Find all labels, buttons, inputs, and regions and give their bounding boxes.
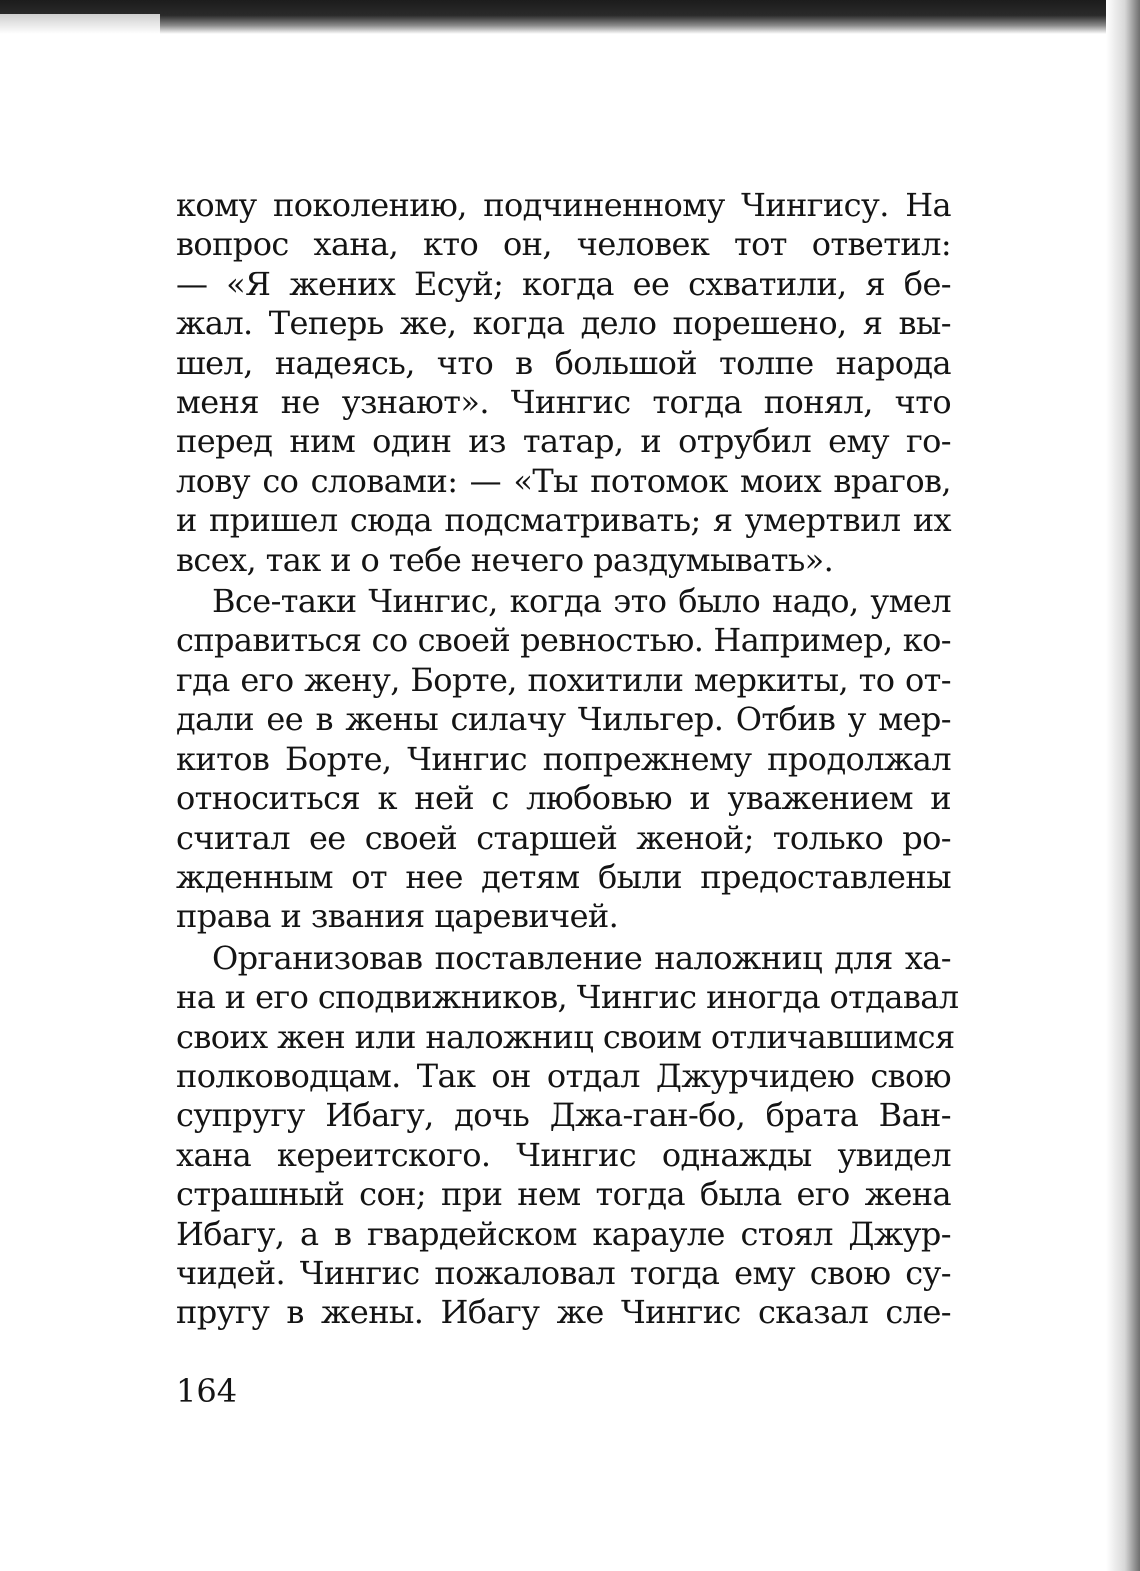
text-line: справиться со своей ревностью. Например, ко-: [176, 621, 951, 660]
text-line: китов Борте, Чингис попрежнему продолжал: [176, 739, 951, 778]
text-line: меня не узнают». Чингис тогда понял, что: [176, 383, 951, 422]
paragraph: [176, 582, 951, 937]
text-line: Ибагу, а в гвардейском карауле стоял Джур-: [176, 1214, 951, 1253]
text-line: на и его сподвижников, Чингис иногда отдавал: [176, 978, 959, 1017]
page-number: 164: [176, 1372, 238, 1410]
text-line: шел, надеясь, что в большой толпе народа: [176, 343, 951, 382]
text-line: — «Я жених Есуй; когда ее схватили, я бе-: [176, 264, 951, 303]
text-line: всех, так и о тебе нечего раздумывать».: [176, 540, 834, 579]
text-line: чидей. Чингис пожаловал тогда ему свою су-: [176, 1253, 951, 1292]
text-line: жал. Теперь же, когда дело порешено, я вы-: [176, 304, 951, 343]
text-line: права и звания царевичей.: [176, 897, 619, 936]
text-line: полководцам. Так он отдал Джурчидею свою: [176, 1056, 951, 1095]
text-line: и пришел сюда подсматривать; я умертвил их: [176, 501, 951, 540]
text-line: считал ее своей старшей женой; только ро-: [176, 818, 951, 857]
text-line: страшный сон; при нем тогда была его жена: [176, 1175, 951, 1214]
scan-right-shadow: [1106, 0, 1140, 1571]
text-line: своих жен или наложниц своим отличавшимся: [176, 1017, 955, 1056]
text-line: Организовав поставление наложниц для ха-: [212, 938, 951, 977]
scan-top-shadow: [0, 0, 1140, 34]
text-line: хана кереитского. Чингис однажды увидел: [176, 1135, 951, 1174]
body-text: [176, 186, 959, 1335]
text-line: гда его жену, Борте, похитили меркиты, то от-: [176, 660, 951, 699]
text-line: пругу в жены. Ибагу же Чингис сказал сле-: [176, 1293, 951, 1332]
text-line: перед ним один из татар, и отрубил ему го-: [176, 422, 951, 461]
text-line: Все-таки Чингис, когда это было надо, умел: [212, 582, 951, 621]
text-line: вопрос хана, кто он, человек тот ответил:: [176, 225, 951, 264]
text-line: лову со словами: — «Ты потомок моих врагов,: [176, 461, 951, 500]
scan-top-left-fade: [0, 14, 160, 34]
text-line: кому поколению, подчиненному Чингису. На: [176, 186, 951, 224]
text-line: дали ее в жены силачу Чильгер. Отбив у мер-: [176, 700, 951, 739]
text-line: жденным от нее детям были предоставлены: [176, 857, 951, 896]
text-line: супругу Ибагу, дочь Джа-ган-бо, брата Ван-: [176, 1096, 951, 1135]
text-line: относиться к ней с любовью и уважением и: [176, 779, 951, 818]
paragraph: [176, 938, 959, 1333]
paragraph: [176, 186, 951, 580]
